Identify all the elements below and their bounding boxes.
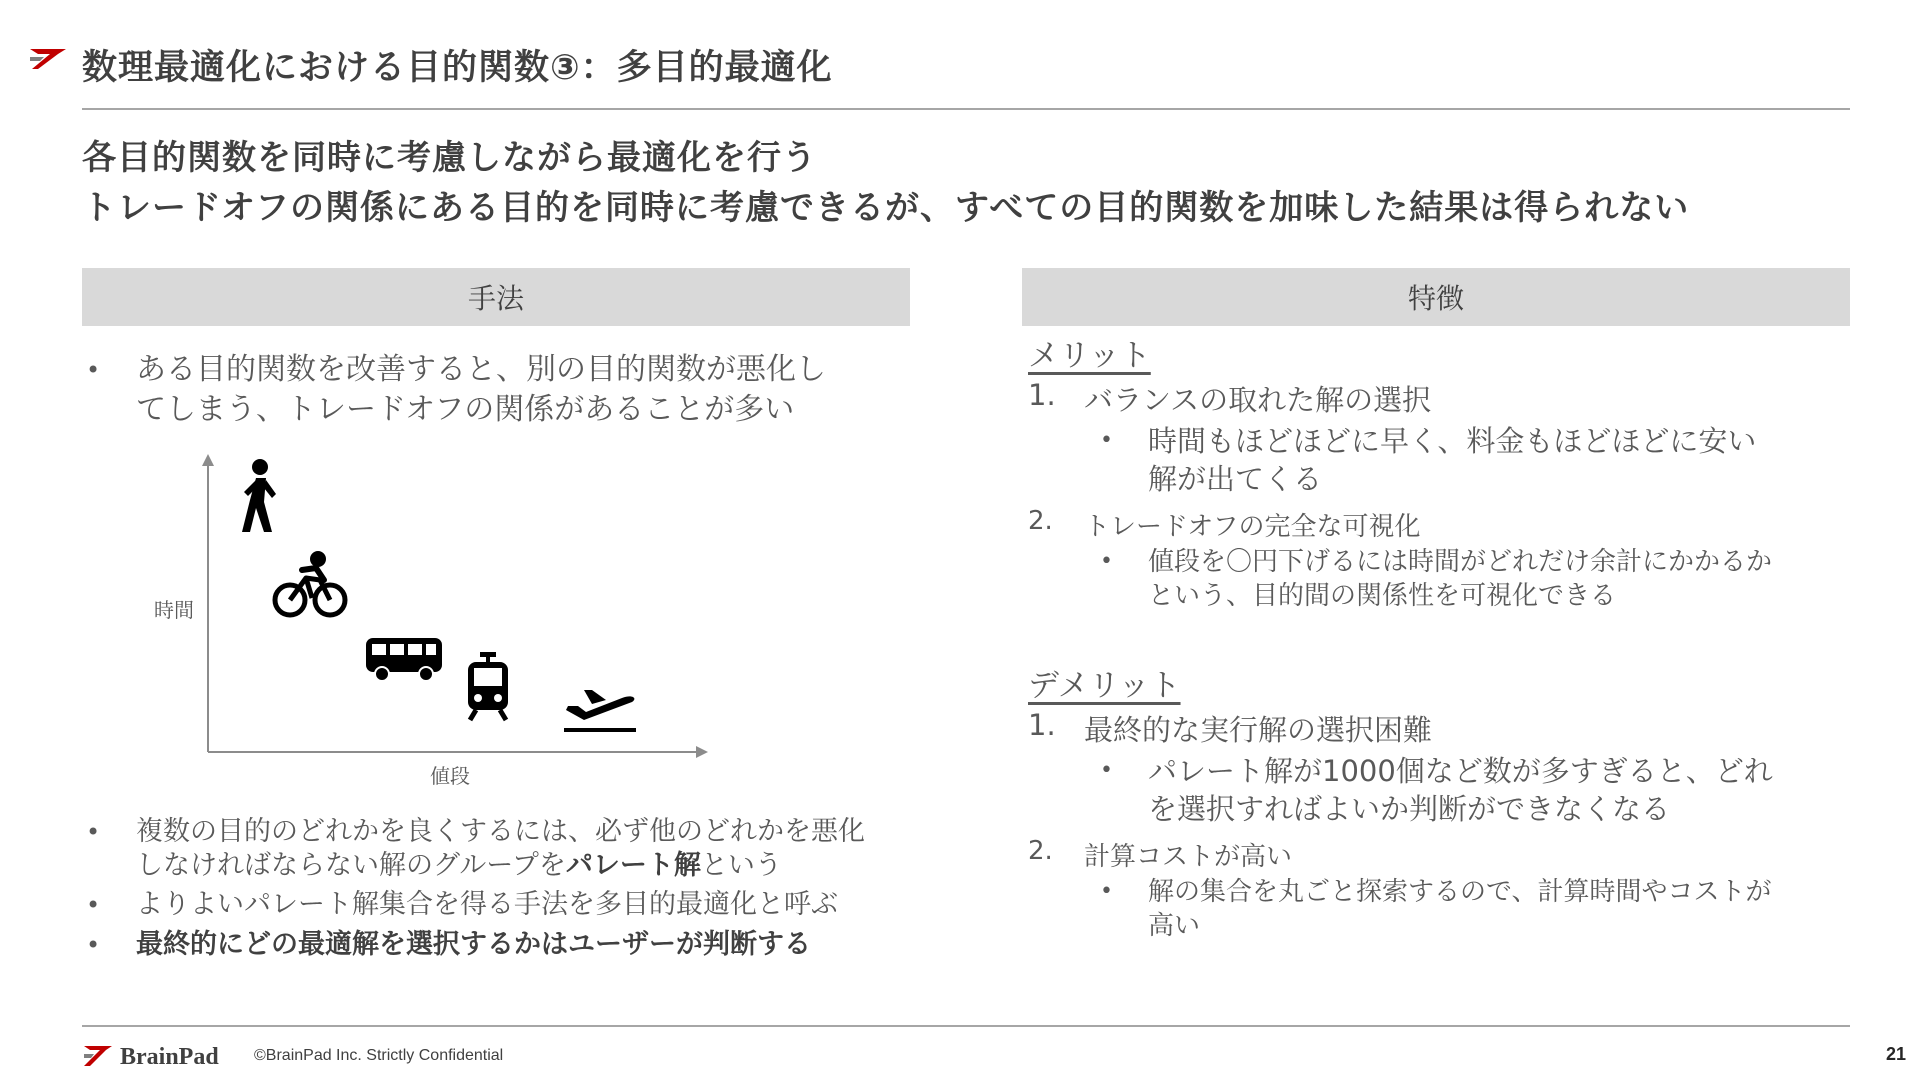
merit-item-2-detail-line-2: という、目的間の関係性を可視化できる (1148, 581, 1617, 611)
brand-mark-icon (28, 47, 68, 71)
merit-item-1-detail-line-2: 解が出てくる (1148, 462, 1323, 496)
bullet-dot-icon: • (1100, 549, 1113, 574)
demerit-item-1-detail-line-2: を選択すればよいか判断ができなくなる (1148, 792, 1671, 826)
bullet-dot-icon: • (86, 891, 101, 919)
demerit-item-2-detail-line-2: 高い (1148, 911, 1201, 941)
brainpad-logo (82, 1040, 242, 1070)
bus-icon (364, 636, 444, 682)
user-decision-bullet-text: 最終的にどの最適解を選択するかはユーザーが判断する (136, 929, 811, 960)
demerit-item-2-detail-line-1: 解の集合を丸ごと探索するので、計算時間やコストが (1148, 877, 1772, 907)
footer-brand: BrainPad (120, 1044, 219, 1070)
title-divider (82, 108, 1850, 110)
tradeoff-bullet-line-1: ある目的関数を改善すると、別の目的関数が悪化し (136, 352, 826, 387)
lead-line-1: 各目的関数を同時に考慮しながら最適化を行う (82, 138, 817, 178)
y-axis-label: 時間 (154, 598, 194, 622)
method-panel-header: 手法 (82, 268, 910, 326)
merit-item-1-title: バランスの取れた解の選択 (1084, 383, 1432, 417)
demerit-item-2-number: 2. (1028, 836, 1053, 866)
pareto-text-pre: しなければならない解のグループを (136, 850, 566, 881)
bullet-dot-icon: • (86, 931, 101, 959)
footer-copyright: ©BrainPad Inc. Strictly Confidential (254, 1047, 504, 1064)
lead-line-2: トレードオフの関係にある目的を同時に考慮できるが、すべての目的関数を加味した結果は得られない (82, 188, 1690, 228)
x-axis-label: 値段 (430, 764, 470, 788)
pareto-bullet-line-1: 複数の目的のどれかを良くするには、必ず他のどれかを悪化 (136, 816, 865, 847)
pareto-text-post: という (700, 850, 782, 881)
merit-item-2-detail-line-1: 値段を〇円下げるには時間がどれだけ余計にかかるか (1148, 547, 1773, 577)
footer-divider (82, 1025, 1850, 1027)
features-panel-header: 特徴 (1022, 268, 1850, 326)
merit-item-2-number: 2. (1028, 506, 1053, 536)
tram-icon (466, 650, 510, 722)
merit-item-1-number: 1. (1028, 378, 1056, 412)
pareto-bullet-line-2 (136, 849, 782, 883)
pareto-term: パレート解 (565, 850, 701, 881)
merit-item-2-title: トレードオフの完全な可視化 (1084, 512, 1421, 542)
page-number: 21 (1885, 1044, 1906, 1064)
demerit-heading: デメリット (1028, 668, 1181, 704)
bullet-dot-icon: • (1100, 758, 1113, 783)
airplane-icon (562, 682, 638, 734)
bullet-dot-icon: • (1100, 428, 1113, 453)
tradeoff-bullet-line-2: てしまう、トレードオフの関係があることが多い (136, 392, 795, 427)
demerit-item-2-title: 計算コストが高い (1084, 842, 1293, 872)
bullet-dot-icon: • (86, 356, 101, 384)
bullet-dot-icon: • (86, 818, 101, 846)
merit-item-1-detail-line-1: 時間もほどほどに早く、料金もほどほどに安い (1148, 424, 1757, 458)
bullet-dot-icon: • (1100, 879, 1113, 904)
demerit-item-1-title: 最終的な実行解の選択困難 (1084, 713, 1433, 747)
walking-person-icon (230, 458, 284, 534)
bicycle-icon (272, 550, 348, 620)
multiobjective-bullet-text: よりよいパレート解集合を得る手法を多目的最適化と呼ぶ (136, 889, 838, 920)
page-title: 数理最適化における目的関数③：多目的最適化 (82, 48, 833, 88)
demerit-item-1-number: 1. (1028, 708, 1056, 742)
merit-heading: メリット (1028, 338, 1151, 374)
demerit-item-1-detail-line-1: パレート解が1000個など数が多すぎると、どれ (1148, 754, 1773, 788)
